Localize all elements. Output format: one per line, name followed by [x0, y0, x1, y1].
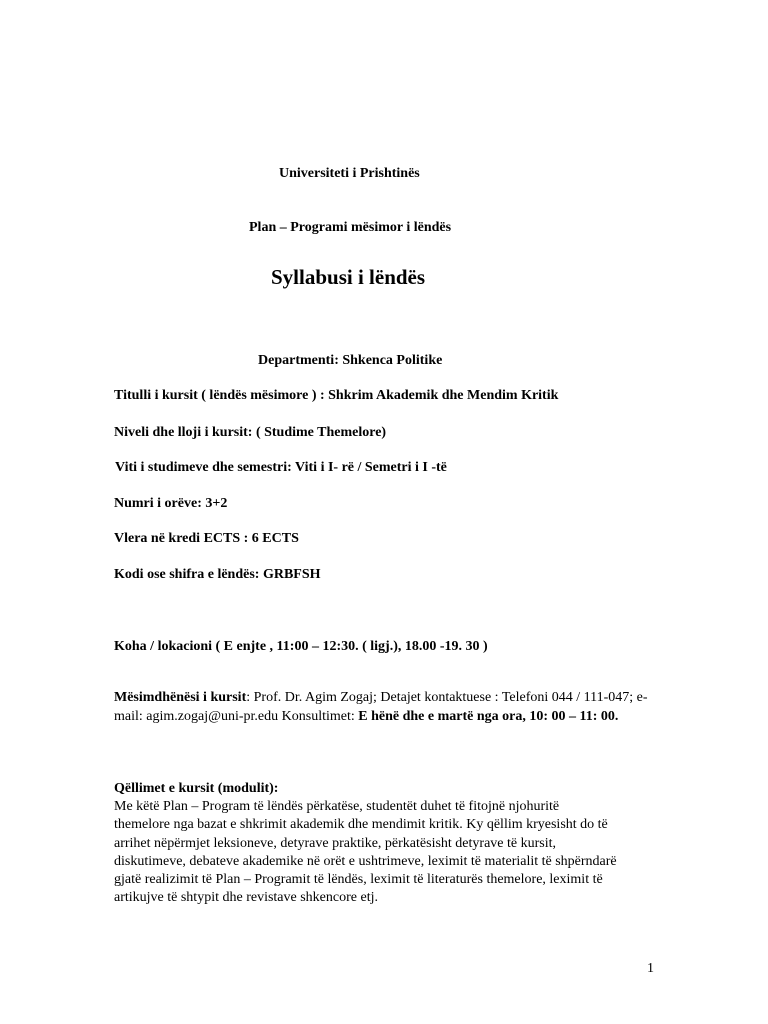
course-level-line: Niveli dhe lloji i kursit: ( Studime Themelore) [114, 425, 387, 440]
course-code-line: Kodi ose shifra e lëndës: GRBFSH [114, 567, 321, 582]
objectives-text-line: diskutimeve, debateve akademike në orët e ushtrimeve, leximit të materialit të shpërndarë [114, 853, 617, 869]
objectives-text-line: artikujve të shtypit dhe revistave shkencore etj. [114, 890, 378, 906]
objectives-text-line: themelore nga bazat e shkrimit akademik dhe mendimit kritik. Ky qëllim kryesisht do të [114, 817, 608, 833]
objectives-text-line: gjatë realizimit të Plan – Programit të lëndës, leximit të literaturës themelore, leximit të [114, 872, 603, 888]
department-line: Departmenti: Shkenca Politike [258, 353, 443, 368]
objectives-text-line: arrihet nëpërmjet leksioneve, detyrave praktike, përkatësisht detyrave të kursit, [114, 835, 556, 851]
page-number: 1 [647, 961, 654, 976]
objectives-heading: Qëllimet e kursit (modulit): [114, 781, 279, 796]
lecturer-paragraph [114, 689, 659, 726]
lecturer-details: : Prof. Dr. Agim Zogaj; Detajet kontaktuese : Telefoni 044 / 111-047; e-mail: agim.zogaj@uni-pr.edu Konsultimet: [114, 690, 648, 724]
university-name: Universiteti i Prishtinës [279, 166, 420, 181]
course-title-line: Titulli i kursit ( lëndës mësimore ) : Shkrim Akademik dhe Mendim Kritik [114, 388, 559, 403]
consultation-times: E hënë dhe e martë nga ora, 10: 00 – 11: 00. [358, 708, 619, 724]
objectives-section [114, 780, 659, 907]
course-year-line: Viti i studimeve dhe semestri: Viti i I- rë / Semetri i I -të [115, 460, 447, 475]
objectives-text-line: Me këtë Plan – Program të lëndës përkatëse, studentët duhet të fitojnë njohuritë [114, 799, 560, 815]
course-ects-line: Vlera në kredi ECTS : 6 ECTS [114, 531, 299, 546]
course-time-line: Koha / lokacioni ( E enjte , 11:00 – 12:30. ( ligj.), 18.00 -19. 30 ) [114, 639, 488, 654]
page-title: Syllabusi i lëndës [271, 265, 426, 289]
course-hours-line: Numri i orëve: 3+2 [114, 496, 228, 511]
lecturer-label: Mësimdhënësi i kursit [114, 690, 247, 705]
plan-title: Plan – Programi mësimor i lëndës [249, 220, 452, 235]
